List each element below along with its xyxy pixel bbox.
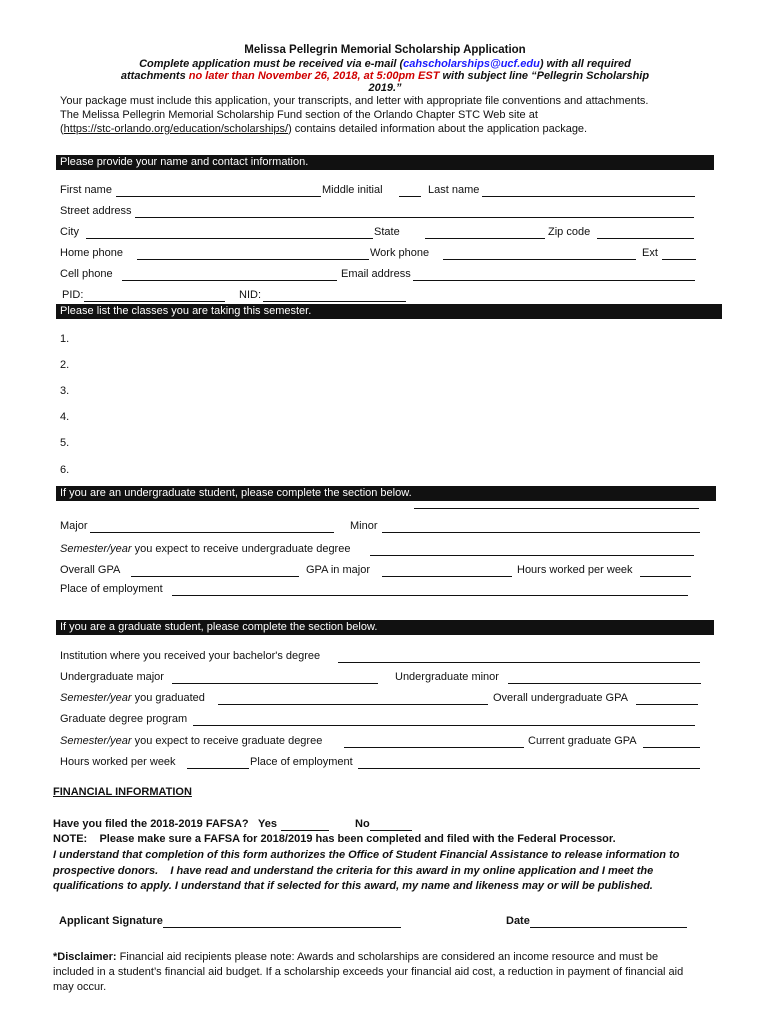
website-reference: The Melissa Pellegrin Memorial Scholarship Fund section of the Orlando Chapter STC Web site at	[60, 109, 538, 121]
instructions-line-2: attachments no later than November 26, 2018, at 5:00pm EST with subject line “Pellegrin Scholarship	[120, 70, 650, 82]
classes-section-heading: Please list the classes you are taking this semester.	[56, 304, 722, 319]
class-item-1[interactable]: 1.	[60, 333, 70, 345]
institution-label: Institution where you received your bachelor's degree	[60, 650, 321, 662]
street-field[interactable]	[135, 207, 694, 218]
ug-major-label: Undergraduate major	[60, 671, 164, 683]
signature-field[interactable]	[163, 917, 401, 928]
authorization-line-3: qualifications to apply. I understand that if selected for this award, my name and likeness may or will be published.	[53, 880, 653, 892]
first-name-label: First name	[60, 184, 112, 196]
zip-label: Zip code	[548, 226, 591, 238]
disclaimer-line-1: *Disclaimer: Financial aid recipients please note: Awards and scholarships are considered an income resource and must be	[53, 951, 659, 963]
fafsa-no-label: No	[355, 818, 370, 830]
page-title: Melissa Pellegrin Memorial Scholarship Application	[244, 44, 526, 56]
grad-semester-field[interactable]	[218, 694, 488, 705]
gpa-major-field[interactable]	[382, 566, 512, 577]
overall-gpa-field[interactable]	[131, 566, 299, 577]
gpa-major-label: GPA in major	[306, 564, 370, 576]
website-info-line: (https://stc-orlando.org/education/scholarships/) contains detailed information about the application package.	[60, 123, 588, 135]
undergrad-heading-rule	[414, 498, 699, 509]
last-name-label: Last name	[428, 184, 480, 196]
fafsa-no-field[interactable]	[370, 820, 412, 831]
major-label: Major	[60, 520, 88, 532]
program-label: Graduate degree program	[60, 713, 188, 725]
ug-minor-label: Undergraduate minor	[395, 671, 499, 683]
city-field[interactable]	[86, 228, 373, 239]
street-label: Street address	[60, 205, 132, 217]
grad-section-heading: If you are a graduate student, please complete the section below.	[56, 620, 714, 635]
contact-section-heading: Please provide your name and contact information.	[56, 155, 714, 170]
undergrad-hours-field[interactable]	[640, 566, 691, 577]
class-item-4[interactable]: 4.	[60, 411, 70, 423]
disclaimer-line-2: included in a student’s financial aid budget. If a scholarship exceeds your financial aid cost, a reduction in payment of financial aid	[53, 966, 684, 978]
fafsa-yes-field[interactable]	[281, 820, 329, 831]
minor-label: Minor	[350, 520, 378, 532]
undergrad-semester-field[interactable]	[370, 545, 694, 556]
grad-employment-label: Place of employment	[250, 756, 353, 768]
disclaimer-line-3: may occur.	[53, 981, 107, 993]
ext-field[interactable]	[662, 249, 696, 260]
email-field[interactable]	[413, 270, 695, 281]
city-label: City	[60, 226, 79, 238]
overall-gpa-label: Overall GPA	[60, 564, 121, 576]
grad-hours-field[interactable]	[187, 758, 249, 769]
grad-expect-label: Semester/year you expect to receive graduate degree	[60, 735, 323, 747]
major-field[interactable]	[90, 522, 334, 533]
grad-employment-field[interactable]	[358, 758, 700, 769]
current-gpa-label: Current graduate GPA	[528, 735, 637, 747]
authorization-line-2: prospective donors. I have read and understand the criteria for this award in my online application and I meet the	[53, 865, 654, 877]
class-item-5[interactable]: 5.	[60, 437, 70, 449]
undergrad-employment-field[interactable]	[172, 585, 688, 596]
pid-label: PID:	[62, 289, 84, 301]
undergrad-employment-label: Place of employment	[60, 583, 163, 595]
date-label: Date	[506, 915, 530, 927]
class-item-3[interactable]: 3.	[60, 385, 70, 397]
ug-major-field[interactable]	[172, 673, 378, 684]
nid-label: NID:	[239, 289, 261, 301]
class-item-2[interactable]: 2.	[60, 359, 70, 371]
signature-label: Applicant Signature	[59, 915, 163, 927]
cell-phone-label: Cell phone	[60, 268, 113, 280]
institution-field[interactable]	[338, 652, 700, 663]
fafsa-note: NOTE: Please make sure a FAFSA for 2018/2019 has been completed and filed with the Federal Processor.	[53, 833, 616, 845]
state-label: State	[374, 226, 400, 238]
scholarship-website-link[interactable]: https://stc-orlando.org/education/scholarships/	[63, 123, 289, 135]
fafsa-question: Have you filed the 2018-2019 FAFSA?	[53, 818, 249, 830]
fafsa-yes-label: Yes	[258, 818, 277, 830]
email-label: Email address	[341, 268, 411, 280]
financial-heading: FINANCIAL INFORMATION	[53, 786, 192, 798]
overall-ug-gpa-label: Overall undergraduate GPA	[493, 692, 628, 704]
work-phone-label: Work phone	[370, 247, 430, 259]
grad-hours-label: Hours worked per week	[60, 756, 176, 768]
state-field[interactable]	[425, 228, 545, 239]
class-item-6[interactable]: 6.	[60, 464, 70, 476]
home-phone-label: Home phone	[60, 247, 123, 259]
undergrad-hours-label: Hours worked per week	[517, 564, 633, 576]
ext-label: Ext	[642, 247, 658, 259]
undergrad-section-heading: If you are an undergraduate student, please complete the section below.	[56, 486, 716, 501]
ug-minor-field[interactable]	[508, 673, 701, 684]
authorization-line-1: I understand that completion of this form authorizes the Office of Student Financial Assistance to release information to	[53, 849, 680, 861]
minor-field[interactable]	[382, 522, 700, 533]
first-name-field[interactable]	[116, 186, 321, 197]
grad-semester-label: Semester/year you graduated	[60, 692, 205, 704]
contact-email-link[interactable]: cahscholarships@ucf.edu	[403, 58, 540, 70]
current-gpa-field[interactable]	[643, 737, 700, 748]
last-name-field[interactable]	[482, 186, 695, 197]
nid-field[interactable]	[263, 291, 406, 302]
overall-ug-gpa-field[interactable]	[636, 694, 698, 705]
date-field[interactable]	[530, 917, 687, 928]
zip-field[interactable]	[597, 228, 694, 239]
pid-field[interactable]	[84, 291, 225, 302]
program-field[interactable]	[193, 715, 695, 726]
cell-phone-field[interactable]	[122, 270, 337, 281]
work-phone-field[interactable]	[443, 249, 636, 260]
package-requirements: Your package must include this application, your transcripts, and letter with appropriate file conventions and attachments.	[60, 95, 649, 107]
middle-initial-field[interactable]	[399, 186, 421, 197]
middle-initial-label: Middle initial	[322, 184, 383, 196]
instructions-line-3: 2019.”	[368, 82, 402, 94]
deadline-text: no later than November 26, 2018, at 5:00pm EST	[188, 70, 440, 82]
grad-expect-field[interactable]	[344, 737, 524, 748]
instructions-line-1: Complete application must be received via e-mail (cahscholarships@ucf.edu) with all required	[139, 58, 631, 70]
undergrad-semester-label: Semester/year you expect to receive undergraduate degree	[60, 543, 351, 555]
home-phone-field[interactable]	[137, 249, 369, 260]
